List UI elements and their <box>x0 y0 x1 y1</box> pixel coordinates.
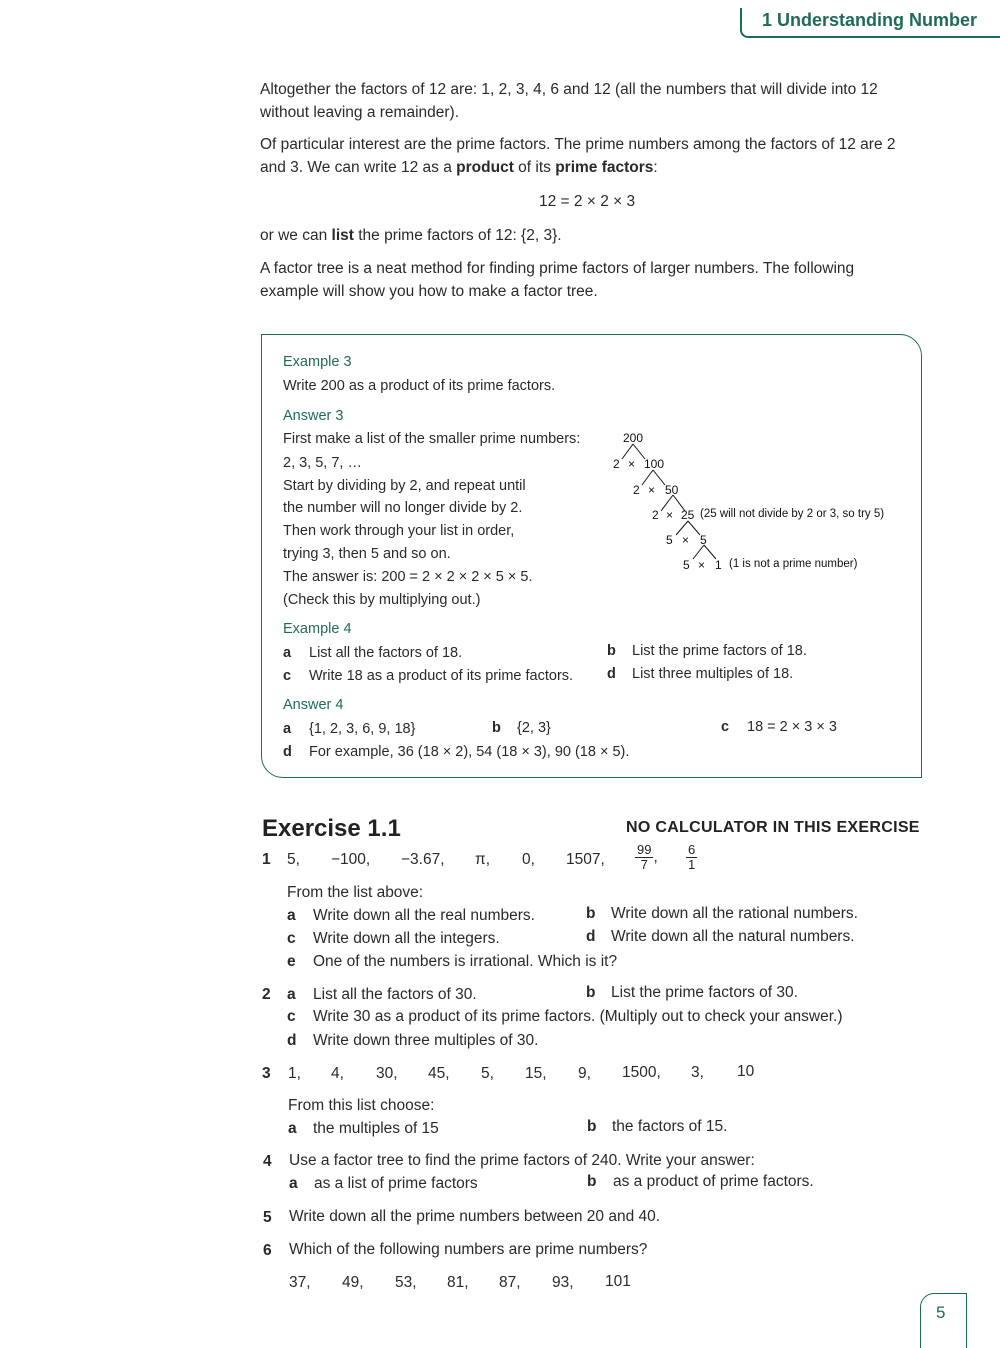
tree-node: 5 <box>700 533 707 547</box>
q1-item: 1507, <box>566 851 605 868</box>
q3-part-b: the factors of 15. <box>612 1118 728 1135</box>
tree-node: 5 <box>666 533 673 547</box>
answer3-line: (Check this by multiplying out.) <box>283 592 481 608</box>
answer3-line: The answer is: 200 = 2 × 2 × 2 × 5 × 5. <box>283 569 533 585</box>
intro-p1-line1: Altogether the factors of 12 are: 1, 2, 3, 4, 6 and 12 (all the numbers that will divide into 12 <box>260 81 878 98</box>
answer3-line: trying 3, then 5 and so on. <box>283 546 451 562</box>
q4-part-a: as a list of prime factors <box>314 1175 478 1192</box>
part-label: d <box>287 1032 297 1049</box>
question-number: 5 <box>263 1209 272 1226</box>
q6-item: 81, <box>447 1274 469 1291</box>
intro-p4-line1: A factor tree is a neat method for finding prime factors of larger numbers. The following <box>260 260 855 277</box>
example4-part-d: List three multiples of 18. <box>632 666 794 682</box>
q1-item: 0, <box>522 851 535 868</box>
part-label: b <box>587 1118 597 1135</box>
tree-node: 200 <box>623 431 644 445</box>
fraction-99-7: $\frac{99}{7}$ , <box>637 842 658 872</box>
answer3-line: First make a list of the smaller prime numbers: <box>283 431 581 447</box>
q4-text: Use a factor tree to find the prime factors of 240. Write your answer: <box>289 1152 755 1169</box>
exercise-title: Exercise 1.1 <box>262 815 401 842</box>
q1-item: −3.67, <box>401 851 445 868</box>
example3-heading: Example 3 <box>283 354 352 370</box>
q1-part-a: Write down all the real numbers. <box>313 907 535 924</box>
tree-note: (25 will not divide by 2 or 3, so try 5) <box>700 508 885 520</box>
tree-times: × <box>628 457 636 471</box>
q2-part-b: List the prime factors of 30. <box>611 984 798 1001</box>
tree-times: × <box>648 483 656 497</box>
answer3-line: the number will no longer divide by 2. <box>283 500 523 516</box>
tree-node: 50 <box>665 483 679 497</box>
intro-p3: or we can list the prime factors of 12: {2, 3}. <box>260 227 562 244</box>
q6-item: 93, <box>552 1274 574 1291</box>
part-label: a <box>283 721 292 737</box>
example4-heading: Example 4 <box>283 621 352 637</box>
example4-part-a: List all the factors of 18. <box>309 645 463 661</box>
tree-note: (1 is not a prime number) <box>729 558 858 570</box>
q1-item: 5, <box>287 851 300 868</box>
q3-item: 4, <box>331 1065 344 1082</box>
part-label: d <box>607 666 616 682</box>
q3-item: 3, <box>691 1064 704 1081</box>
tree-node: 1 <box>715 558 722 572</box>
q2-part-c: Write 30 as a product of its prime factors. (Multiply out to check your answer.) <box>313 1008 843 1025</box>
q6-text: Which of the following numbers are prime numbers? <box>289 1241 648 1258</box>
q6-item: 101 <box>605 1273 631 1290</box>
no-calculator-note: NO CALCULATOR IN THIS EXERCISE <box>626 819 920 836</box>
tree-node: 2 <box>633 483 640 497</box>
q3-item: 45, <box>428 1065 450 1082</box>
question-number: 6 <box>263 1242 272 1259</box>
q6-item: 87, <box>499 1274 521 1291</box>
tree-node: 100 <box>644 457 665 471</box>
answer3-line: Start by dividing by 2, and repeat until <box>283 478 526 494</box>
part-label: d <box>283 744 292 760</box>
tree-times: × <box>682 533 690 547</box>
example3-question: Write 200 as a product of its prime factors. <box>283 378 556 394</box>
tree-times: × <box>666 508 674 522</box>
intro-p4-line2: example will show you how to make a factor tree. <box>260 283 598 300</box>
part-label: a <box>283 645 292 661</box>
answer3-heading: Answer 3 <box>283 408 344 424</box>
part-label: e <box>287 953 296 970</box>
q1-part-d: Write down all the natural numbers. <box>611 928 855 945</box>
intro-p2-line1: Of particular interest are the prime factors. The prime numbers among the factors of 12 are 2 <box>260 136 896 153</box>
part-label: b <box>586 984 596 1001</box>
q1-intro: From the list above: <box>287 884 424 901</box>
part-label: a <box>288 1120 297 1137</box>
part-label: d <box>586 928 596 945</box>
q2-part-a: List all the factors of 30. <box>313 986 477 1003</box>
q3-item: 10 <box>737 1063 755 1080</box>
part-label: b <box>586 905 596 922</box>
answer4-b: {2, 3} <box>517 720 551 736</box>
intro-p2-line2: and 3. We can write 12 as a product of its prime factors: <box>260 159 658 176</box>
q1-item: −100, <box>331 851 371 868</box>
answer4-c: 18 = 2 × 3 × 3 <box>747 719 837 735</box>
q1-part-e: One of the numbers is irrational. Which is it? <box>313 953 618 970</box>
tree-node: 2 <box>652 508 659 522</box>
q3-item: 9, <box>578 1065 591 1082</box>
q1-part-c: Write down all the integers. <box>313 930 500 947</box>
answer4-a: {1, 2, 3, 6, 9, 18} <box>309 721 416 737</box>
q3-item: 1, <box>288 1065 301 1082</box>
answer4-d: For example, 36 (18 × 2), 54 (18 × 3), 90 (18 × 5). <box>309 744 630 760</box>
part-label: b <box>607 643 616 659</box>
question-number: 3 <box>262 1065 271 1082</box>
q3-item: 30, <box>376 1065 398 1082</box>
part-label: a <box>287 986 296 1003</box>
factor-equation: 12 = 2 × 2 × 3 <box>539 193 636 210</box>
q3-item: 15, <box>525 1065 547 1082</box>
q4-part-b: as a product of prime factors. <box>613 1173 814 1190</box>
part-label: c <box>287 930 296 947</box>
part-label: b <box>492 720 501 736</box>
q6-item: 37, <box>289 1274 311 1291</box>
answer3-line: 2, 3, 5, 7, … <box>283 455 362 471</box>
q6-item: 49, <box>342 1274 364 1291</box>
tree-node: 2 <box>613 457 620 471</box>
answer4-heading: Answer 4 <box>283 697 344 713</box>
example4-part-c: Write 18 as a product of its prime factors. <box>309 668 574 684</box>
chapter-title: 1 Understanding Number <box>762 10 978 30</box>
tree-node: 25 <box>681 508 695 522</box>
part-label: b <box>587 1173 597 1190</box>
q5-text: Write down all the prime numbers between 20 and 40. <box>289 1208 661 1225</box>
q2-part-d: Write down three multiples of 30. <box>313 1032 539 1049</box>
answer3-line: Then work through your list in order, <box>283 523 515 539</box>
part-label: c <box>721 719 730 735</box>
question-number: 2 <box>262 986 271 1003</box>
part-label: c <box>287 1008 296 1025</box>
fraction-6-1: $\frac{6}{1}$ <box>688 842 696 872</box>
tree-node: 5 <box>683 558 690 572</box>
question-number: 1 <box>262 851 271 868</box>
q1-part-b: Write down all the rational numbers. <box>611 905 858 922</box>
q6-item: 53, <box>395 1274 417 1291</box>
part-label: a <box>287 907 296 924</box>
example4-part-b: List the prime factors of 18. <box>632 643 807 659</box>
q1-item: π, <box>475 851 491 868</box>
intro-p1-line2: without leaving a remainder). <box>260 104 460 121</box>
part-label: c <box>283 668 292 684</box>
q3-part-a: the multiples of 15 <box>313 1120 439 1137</box>
q3-item: 1500, <box>622 1064 661 1081</box>
tree-times: × <box>698 558 706 572</box>
page-number: 5 <box>936 1303 946 1322</box>
q3-item: 5, <box>481 1065 494 1082</box>
question-number: 4 <box>263 1153 272 1170</box>
q3-intro: From this list choose: <box>288 1097 435 1114</box>
part-label: a <box>289 1175 298 1192</box>
